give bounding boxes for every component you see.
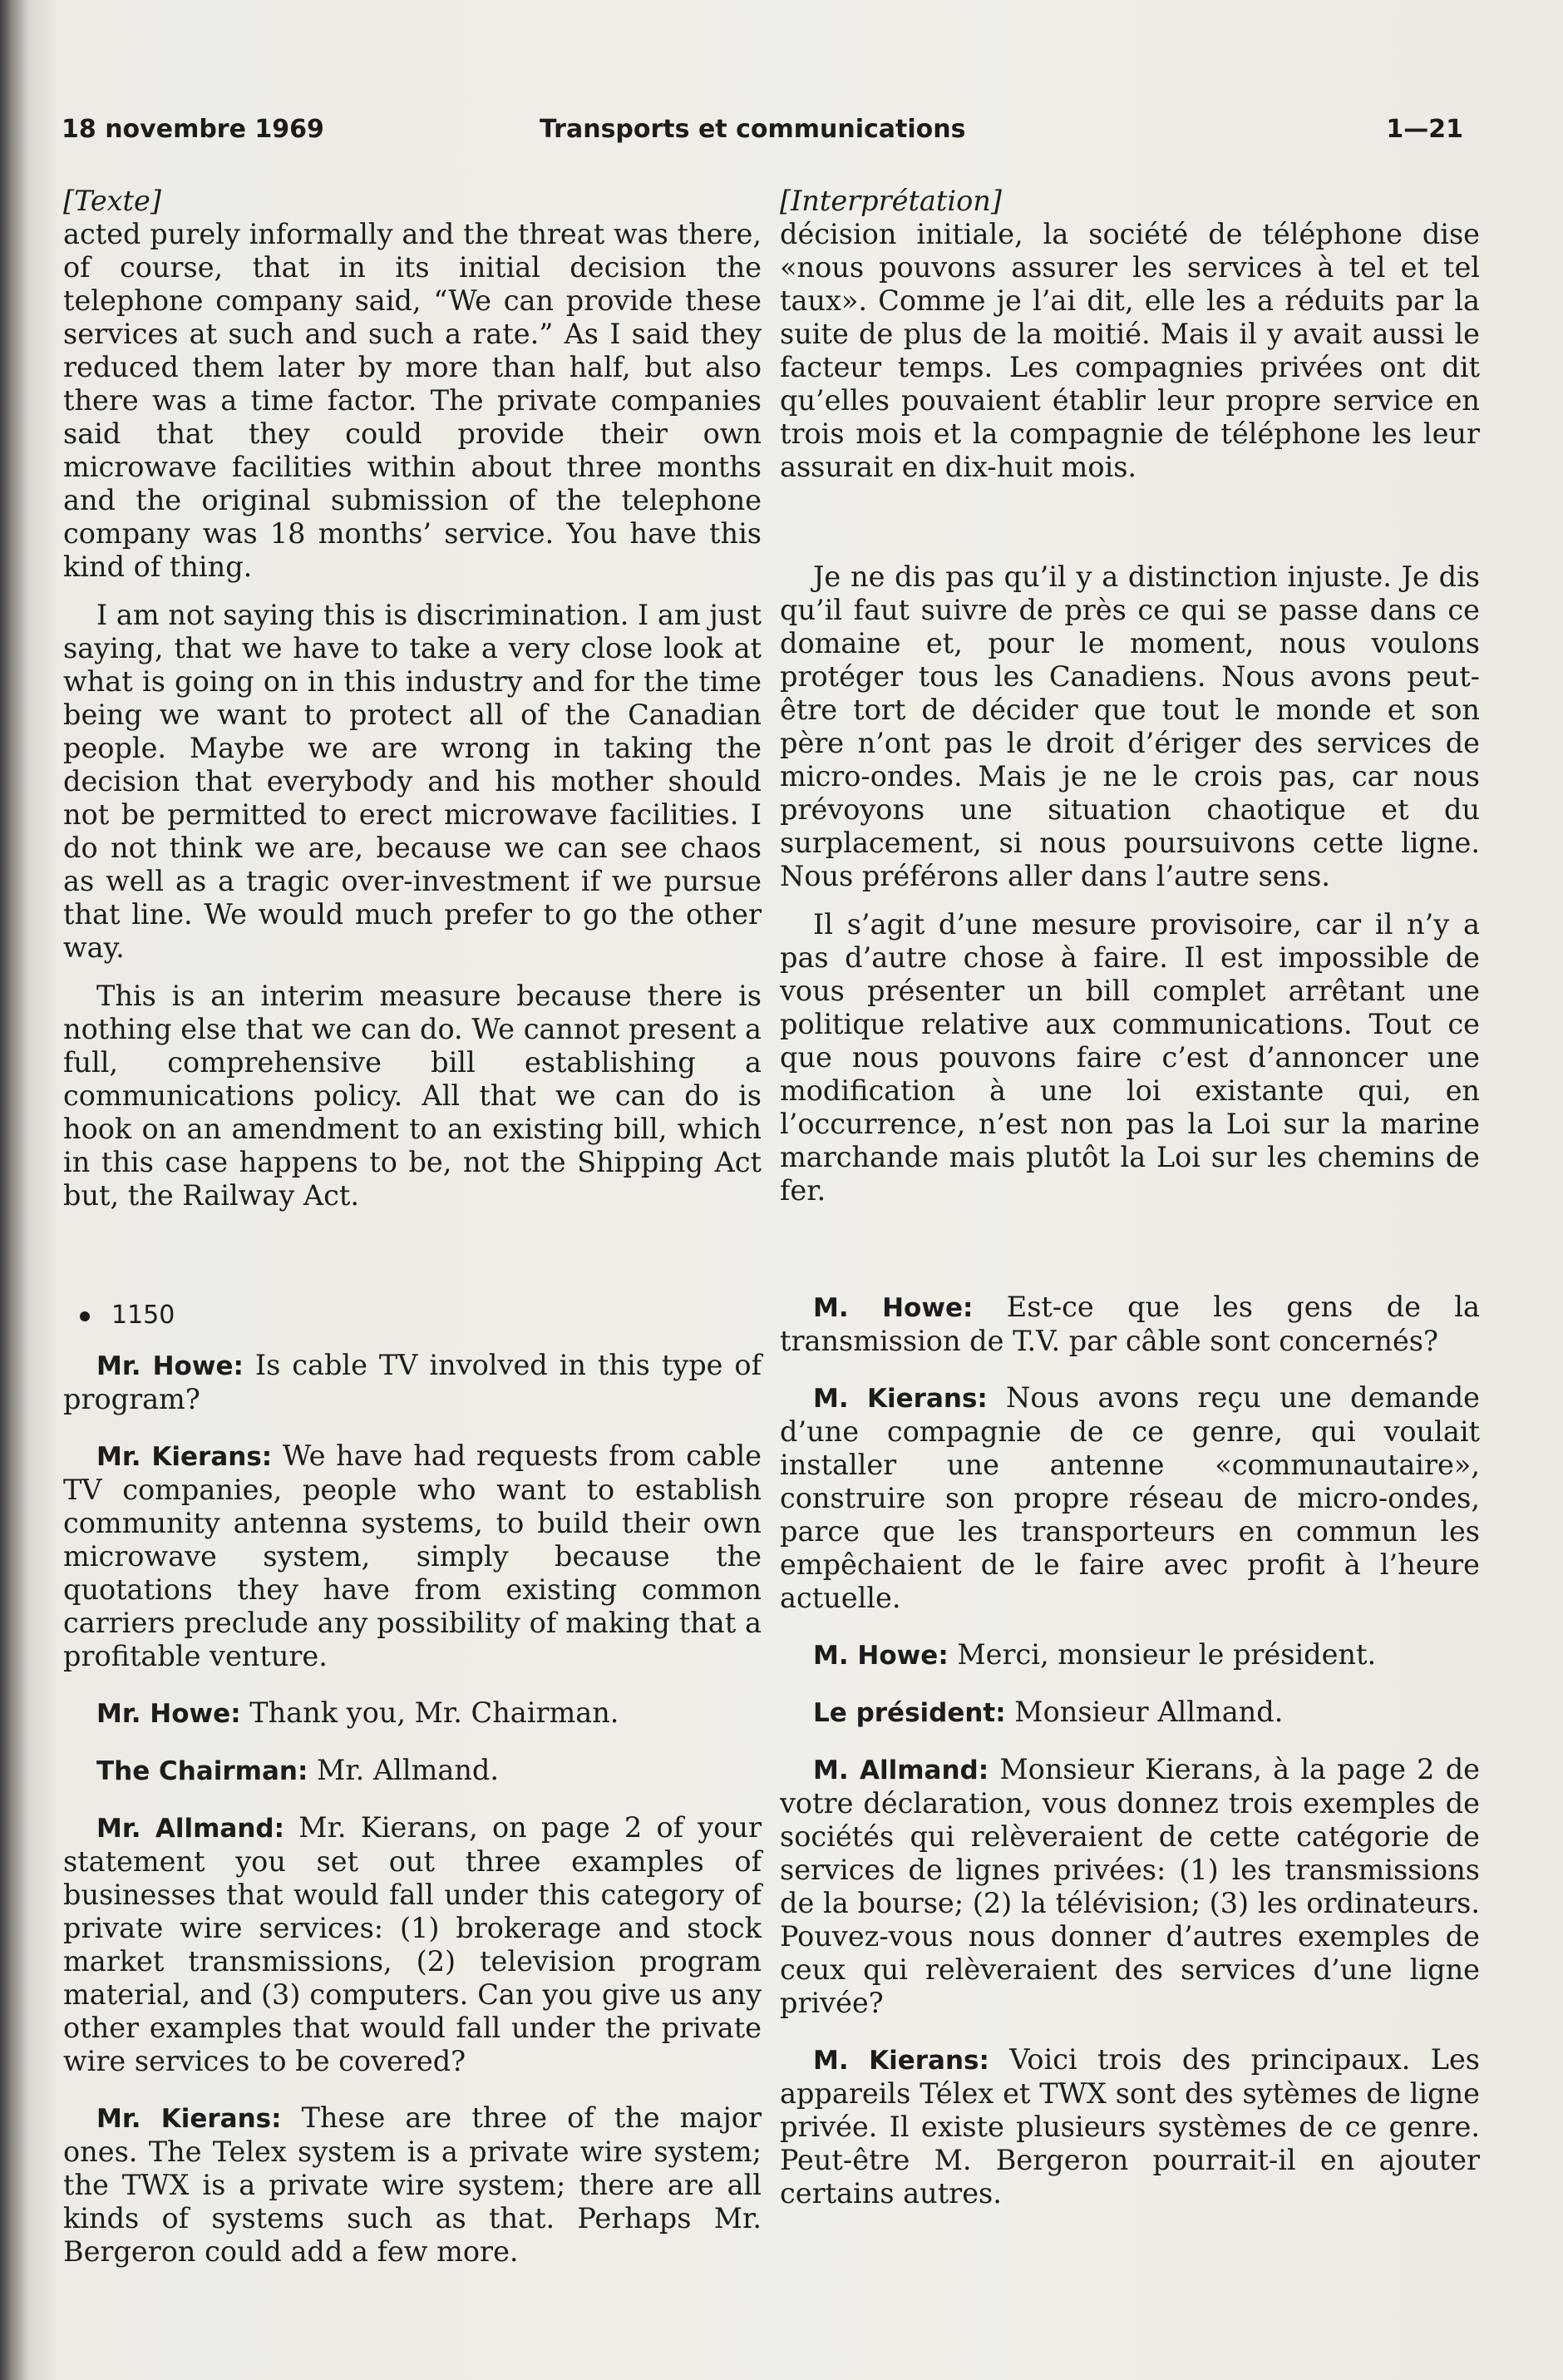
speaker-name: M. Howe: — [813, 1293, 974, 1323]
speaker-text: We have had requests from cable TV companies, people who want to establish community antenna systems, to build their own microwave system, simply because the quotations they have from existing common carriers preclude any possibility of making that a profitable venture. — [63, 1439, 762, 1672]
speaker-name: The Chairman: — [96, 1756, 308, 1786]
speaker-turn — [63, 1754, 762, 1788]
speaker-turn — [63, 2101, 762, 2269]
speaker-name: Le président: — [813, 1698, 1006, 1728]
speaker-text: Mr. Allmand. — [308, 1754, 499, 1786]
running-header — [62, 115, 1463, 148]
speaker-text: Est-ce que les gens de la transmission de T.V. par câble sont concernés? — [780, 1291, 1480, 1357]
speaker-turn — [63, 1811, 762, 2078]
speaker-text: Is cable TV involved in this type of program? — [63, 1349, 762, 1415]
speaker-name: M. Allmand: — [813, 1755, 989, 1785]
speaker-name: Mr. Kierans: — [96, 1442, 273, 1472]
header-date: 18 novembre 1969 — [62, 115, 324, 144]
speaker-name: Mr. Kierans: — [96, 2104, 282, 2134]
speaker-turn — [780, 1638, 1480, 1672]
speaker-turn — [780, 1696, 1480, 1730]
french-column — [780, 185, 1480, 2210]
paragraph: This is an interim measure because there is nothing else that we can do. We cannot present a full, comprehensive bill establishing a communications policy. All that we can do is hook on an amendment to an existing bill, which in this case happens to be, not the Shipping Act but, the Railway Act. — [63, 980, 762, 1212]
speaker-turn — [63, 1696, 762, 1731]
speaker-text: Monsieur Allmand. — [1005, 1696, 1284, 1728]
interpretation-label: [Interprétation] — [780, 185, 1002, 217]
speaker-name: Mr. Allmand: — [96, 1814, 285, 1844]
speaker-name: M. Kierans: — [813, 2046, 989, 2076]
speaker-text: Voici trois des principaux. Les appareils Télex et TWX sont des sytèmes de ligne privée. Il existe plusieurs systèmes de ce genre. Peut-être M. Bergeron pourrait-il en ajouter certains autres. — [780, 2043, 1480, 2210]
time-marker — [80, 1299, 762, 1332]
speaker-turn — [63, 1439, 762, 1673]
facing-page-bleed — [0, 249, 18, 2162]
speaker-turn — [63, 1349, 762, 1416]
header-title: Transports et communications — [540, 115, 966, 144]
speaker-text: These are three of the major ones. The Telex system is a private wire system; the TWX is a private wire system; there are all kinds of systems such as that. Perhaps Mr. Bergeron could add a few more. — [63, 2101, 762, 2268]
paragraph: acted purely informally and the threat was there, of course, that in its initial decision the telephone company said, “We can provide these services at such and such a rate.” As I said they reduced them later by more than half, but also there was a time factor. The private companies said that they could provide their own microwave facilities within about three months and the original submission of the telephone company was 18 months’ service. You have this kind of thing. — [63, 218, 762, 583]
speaker-text: Merci, monsieur le président. — [948, 1638, 1377, 1671]
paragraph: décision initiale, la société de téléphone dise «nous pouvons assurer les services à tel et tel taux». Comme je l’ai dit, elle les a réduits par la suite de plus de la moitié. Mais il y avait aussi le facteur temps. Les compagnies privées ont dit qu’elles pouvaient établir leur propre service en trois mois et la compagnie de téléphone les leur assurait en dix-huit mois. — [780, 218, 1480, 483]
speaker-name: Mr. Howe: — [96, 1351, 244, 1381]
speaker-name: M. Howe: — [813, 1641, 949, 1671]
time-marker-value: 1150 — [111, 1301, 175, 1330]
text-label: [Texte] — [63, 185, 161, 217]
paragraph: I am not saying this is discrimination. I am just saying, that we have to take a very close look at what is going on in this industry and for the time being we want to protect all of the Canadian people. Maybe we are wrong in taking the decision that everybody and his mother should not be permitted to erect microwave facilities. I do not think we are, because we can see chaos as well as a tragic over-investment if we pursue that line. We would much prefer to go the other way. — [63, 599, 762, 964]
speaker-text: Thank you, Mr. Chairman. — [240, 1696, 619, 1729]
bullet-icon — [80, 1311, 90, 1321]
speaker-turn — [780, 1291, 1480, 1358]
speaker-text: Monsieur Kierans, à la page 2 de votre déclaration, vous donnez trois exemples de sociétés qui relèveraient de cette catégorie de services de lignes privées: (1) les transmissions de la bourse; (2) la télévision; (3) les ordinateurs. Pouvez-vous nous donner d’autres exemples de ceux qui relèveraient des services d’une ligne privée? — [780, 1753, 1480, 2019]
speaker-name: Mr. Howe: — [96, 1699, 241, 1729]
paragraph: Il s’agit d’une mesure provisoire, car il n’y a pas d’autre chose à faire. Il est impossible de vous présenter un bill complet arrêtant une politique relative aux communications. Tout ce que nous pouvons faire c’est d’annoncer une modification à une loi existante qui, en l’occurrence, n’est non pas la Loi sur la marine marchande mais plutôt la Loi sur les chemins de fer. — [780, 908, 1480, 1207]
speaker-text: Nous avons reçu une demande d’une compagnie de ce genre, qui voulait installer une antenne «communautaire», construire son propre réseau de micro-ondes, parce que les transporteurs en commun les empêchaient de le faire avec profit à l’heure actuelle. — [780, 1381, 1480, 1614]
header-page-number: 1—21 — [1386, 115, 1463, 144]
speaker-turn — [780, 1753, 1480, 2020]
speaker-text: Mr. Kierans, on page 2 of your statement you set out three examples of businesses that would fall under this category of private wire services: (1) brokerage and stock market transmissions, (2) television program material, and (3) computers. Can you give us any other examples that would fall under the private wire services to be covered? — [63, 1811, 762, 2077]
speaker-turn — [780, 1381, 1480, 1615]
paragraph: Je ne dis pas qu’il y a distinction injuste. Je dis qu’il faut suivre de près ce qui se passe dans ce domaine et, pour le moment, nous voulons protéger tous les Canadiens. Nous avons peut-être tort de décider que tout le monde et son père n’ont pas le droit d’ériger des services de micro-ondes. Mais je ne le crois pas, car nous prévoyons une situation chaotique et du surplacement, si nous poursuivons cette ligne. Nous préférons aller dans l’autre sens. — [780, 560, 1480, 892]
speaker-turn — [780, 2043, 1480, 2210]
speaker-name: M. Kierans: — [813, 1384, 988, 1414]
english-column — [63, 185, 762, 2269]
